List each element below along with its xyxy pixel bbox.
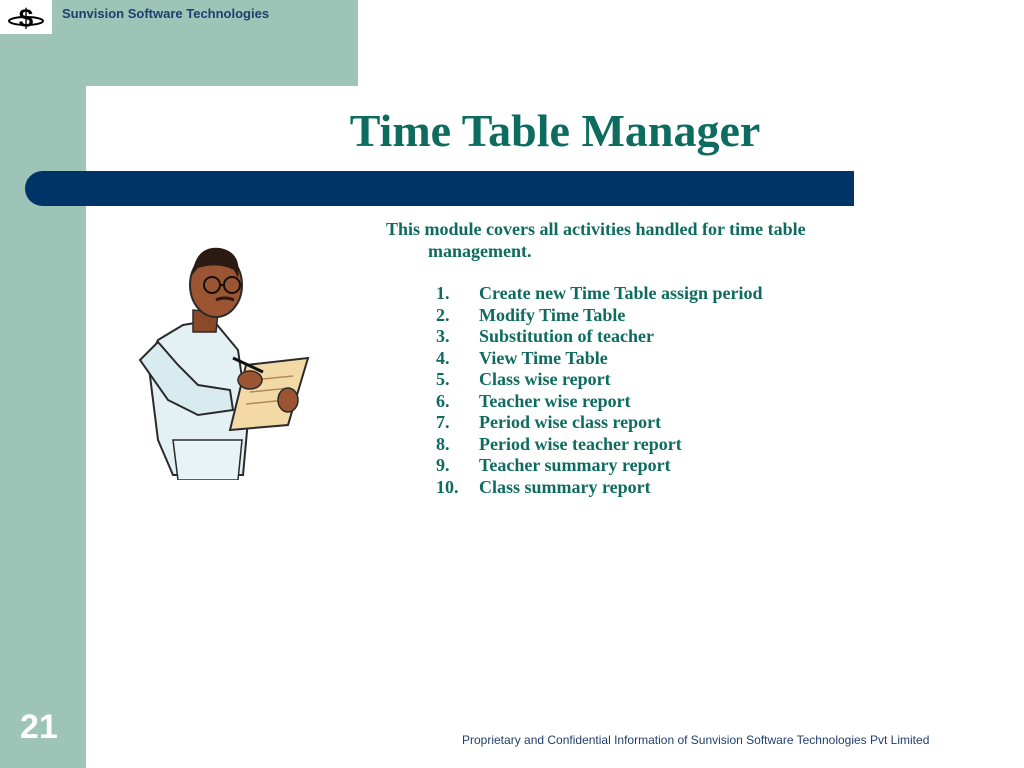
list-item-number: 1. xyxy=(436,283,450,303)
svg-text:$: $ xyxy=(18,3,34,32)
list-item xyxy=(436,305,763,327)
list-item-label: Modify Time Table xyxy=(479,304,626,325)
list-item-label: Period wise class report xyxy=(479,412,662,432)
list-item xyxy=(436,477,763,499)
feature-list xyxy=(436,283,763,498)
list-item xyxy=(436,391,763,413)
list-item-number: 4. xyxy=(436,347,450,368)
list-item-label: Substitution of teacher xyxy=(479,326,654,346)
man-with-clipboard-illustration xyxy=(138,240,318,480)
list-item-label: Class wise report xyxy=(479,369,611,389)
slide-page-number: 21 xyxy=(20,708,58,746)
list-item xyxy=(436,412,763,434)
list-item-number: 5. xyxy=(436,369,450,389)
list-item xyxy=(436,348,763,370)
list-item-label: Class summary report xyxy=(479,476,651,497)
list-item xyxy=(436,369,763,391)
module-intro-text: This module covers all activities handled for time table management. xyxy=(386,219,806,261)
list-item xyxy=(436,283,763,305)
list-item-label: Teacher summary report xyxy=(479,455,671,475)
list-item xyxy=(436,434,763,456)
list-item-number: 10. xyxy=(436,476,459,497)
slide-title: Time Table Manager xyxy=(349,105,761,156)
list-item-number: 8. xyxy=(436,433,450,454)
list-item-number: 7. xyxy=(436,412,450,432)
list-item xyxy=(436,326,763,348)
list-item-label: View Time Table xyxy=(479,347,608,368)
list-item-number: 6. xyxy=(436,390,450,411)
list-item-number: 9. xyxy=(436,455,450,475)
list-item-number: 3. xyxy=(436,326,450,346)
list-item-label: Create new Time Table assign period xyxy=(479,283,763,303)
list-item-label: Period wise teacher report xyxy=(479,433,682,454)
list-item-label: Teacher wise report xyxy=(479,390,631,411)
title-underline-bar xyxy=(25,171,854,206)
confidential-footer: Proprietary and Confidential Information of Sunvision Software Technologies Pvt Limited xyxy=(462,733,930,747)
company-logo-icon xyxy=(0,0,52,34)
company-name: Sunvision Software Technologies xyxy=(62,6,270,21)
left-band xyxy=(0,0,86,768)
list-item xyxy=(436,455,763,477)
list-item-number: 2. xyxy=(436,304,450,325)
